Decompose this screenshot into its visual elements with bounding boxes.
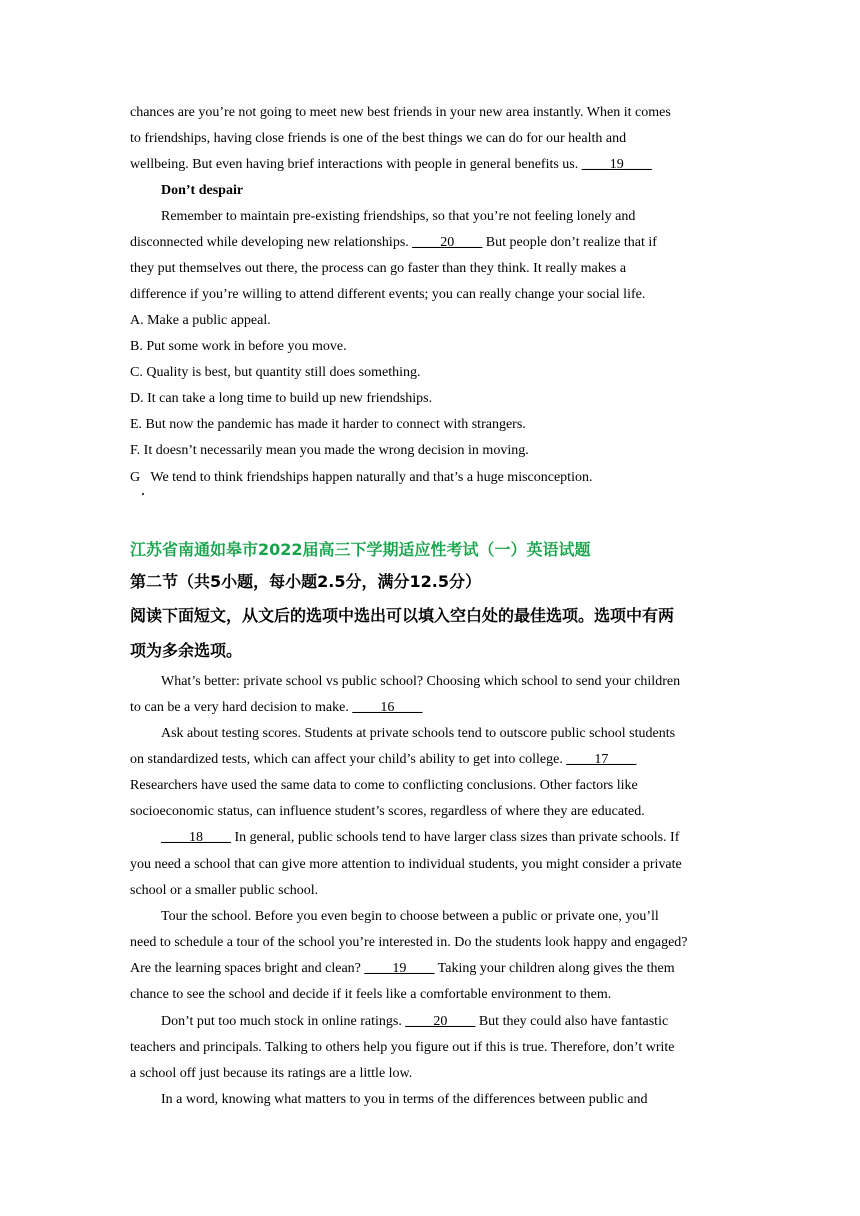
option-f: F. It doesn’t necessarily mean you made the wrong decision in moving. xyxy=(130,443,529,458)
section-heading: 第二节（共5小题，每小题2.5分，满分12.5分） xyxy=(130,572,481,591)
paragraph-line: socioeconomic status, can influence student’s scores, regardless of where they are educated. xyxy=(130,804,645,819)
option-e: E. But now the pandemic has made it harder to connect with strangers. xyxy=(130,417,526,432)
text-segment: But people don’t realize that if xyxy=(482,235,657,250)
text-segment: disconnected while developing new relationships. xyxy=(130,235,413,250)
option-g: G We tend to think friendships happen naturally and that’s a huge misconception. xyxy=(130,470,593,485)
paragraph-line: Researchers have used the same data to come to conflicting conclusions. Other factors like xyxy=(130,778,638,793)
answer-blank-19: ____19____ xyxy=(581,157,652,172)
paragraph-line xyxy=(130,960,675,978)
paragraph-line: difference if you’re willing to attend different events; you can really change your social life. xyxy=(130,287,646,302)
paragraph-line: teachers and principals. Talking to others help you figure out if this is true. Therefore, don’t write xyxy=(130,1040,675,1055)
paragraph-line: Ask about testing scores. Students at private schools tend to outscore public school students xyxy=(161,726,676,741)
text-segment: Don’t put too much stock in online ratings. xyxy=(161,1014,406,1029)
paragraph-line: In a word, knowing what matters to you in terms of the differences between public and xyxy=(161,1092,648,1107)
text-segment: But they could also have fantastic xyxy=(475,1014,669,1029)
answer-blank-20: ____20____ xyxy=(412,235,483,250)
text-segment: wellbeing. But even having brief interactions with people in general benefits us. xyxy=(130,157,582,172)
paragraph-line xyxy=(130,751,636,769)
paragraph-line: a school off just because its ratings are a little low. xyxy=(130,1066,413,1081)
paragraph-line: you need a school that can give more attention to individual students, you might consider a private xyxy=(130,857,682,872)
paragraph-line: to friendships, having close friends is one of the best things we can do for our health and xyxy=(130,131,627,146)
option-c: C. Quality is best, but quantity still does something. xyxy=(130,365,421,380)
paragraph-line: chance to see the school and decide if it feels like a comfortable environment to them. xyxy=(130,987,612,1002)
paragraph-line: What’s better: private school vs public school? Choosing which school to send your children xyxy=(161,674,681,689)
stray-dot xyxy=(142,493,144,495)
paragraph-line xyxy=(130,234,657,252)
answer-blank-17: ____17____ xyxy=(566,752,637,767)
text-segment: In general, public schools tend to have larger class sizes than private schools. If xyxy=(231,830,680,845)
instruction-line: 项为多余选项。 xyxy=(130,641,243,660)
option-d: D. It can take a long time to build up new friendships. xyxy=(130,391,433,406)
paragraph-line: chances are you’re not going to meet new best friends in your new area instantly. When it comes xyxy=(130,105,671,120)
paragraph-line: Remember to maintain pre-existing friendships, so that you’re not feeling lonely and xyxy=(161,209,636,224)
answer-blank-16: ____16____ xyxy=(352,700,423,715)
text-segment: on standardized tests, which can affect your child’s ability to get into college. xyxy=(130,752,567,767)
paragraph-line: school or a smaller public school. xyxy=(130,883,319,898)
option-b: B. Put some work in before you move. xyxy=(130,339,347,354)
text-segment: Are the learning spaces bright and clean? xyxy=(130,961,365,976)
paragraph-line: they put themselves out there, the process can go faster than they think. It really makes a xyxy=(130,261,627,276)
paragraph-line xyxy=(161,1013,668,1031)
subheading: Don’t despair xyxy=(161,183,244,198)
text-segment: to can be a very hard decision to make. xyxy=(130,700,353,715)
paragraph-line: Tour the school. Before you even begin to choose between a public or private one, you’ll xyxy=(161,909,659,924)
paragraph-line xyxy=(130,156,652,174)
instruction-line: 阅读下面短文，从文后的选项中选出可以填入空白处的最佳选项。选项中有两 xyxy=(130,606,675,625)
paragraph-line xyxy=(161,829,679,847)
answer-blank-19: ____19____ xyxy=(364,961,435,976)
paragraph-line xyxy=(130,699,422,717)
exam-title: 江苏省南通如皋市2022届高三下学期适应性考试（一）英语试题 xyxy=(130,540,591,559)
paragraph-line: need to schedule a tour of the school you’re interested in. Do the students look happy and engaged? xyxy=(130,935,688,950)
text-segment: Taking your children along gives the them xyxy=(434,961,675,976)
option-a: A. Make a public appeal. xyxy=(130,313,271,328)
answer-blank-20: ____20____ xyxy=(405,1014,476,1029)
answer-blank-18: ____18____ xyxy=(161,830,231,845)
